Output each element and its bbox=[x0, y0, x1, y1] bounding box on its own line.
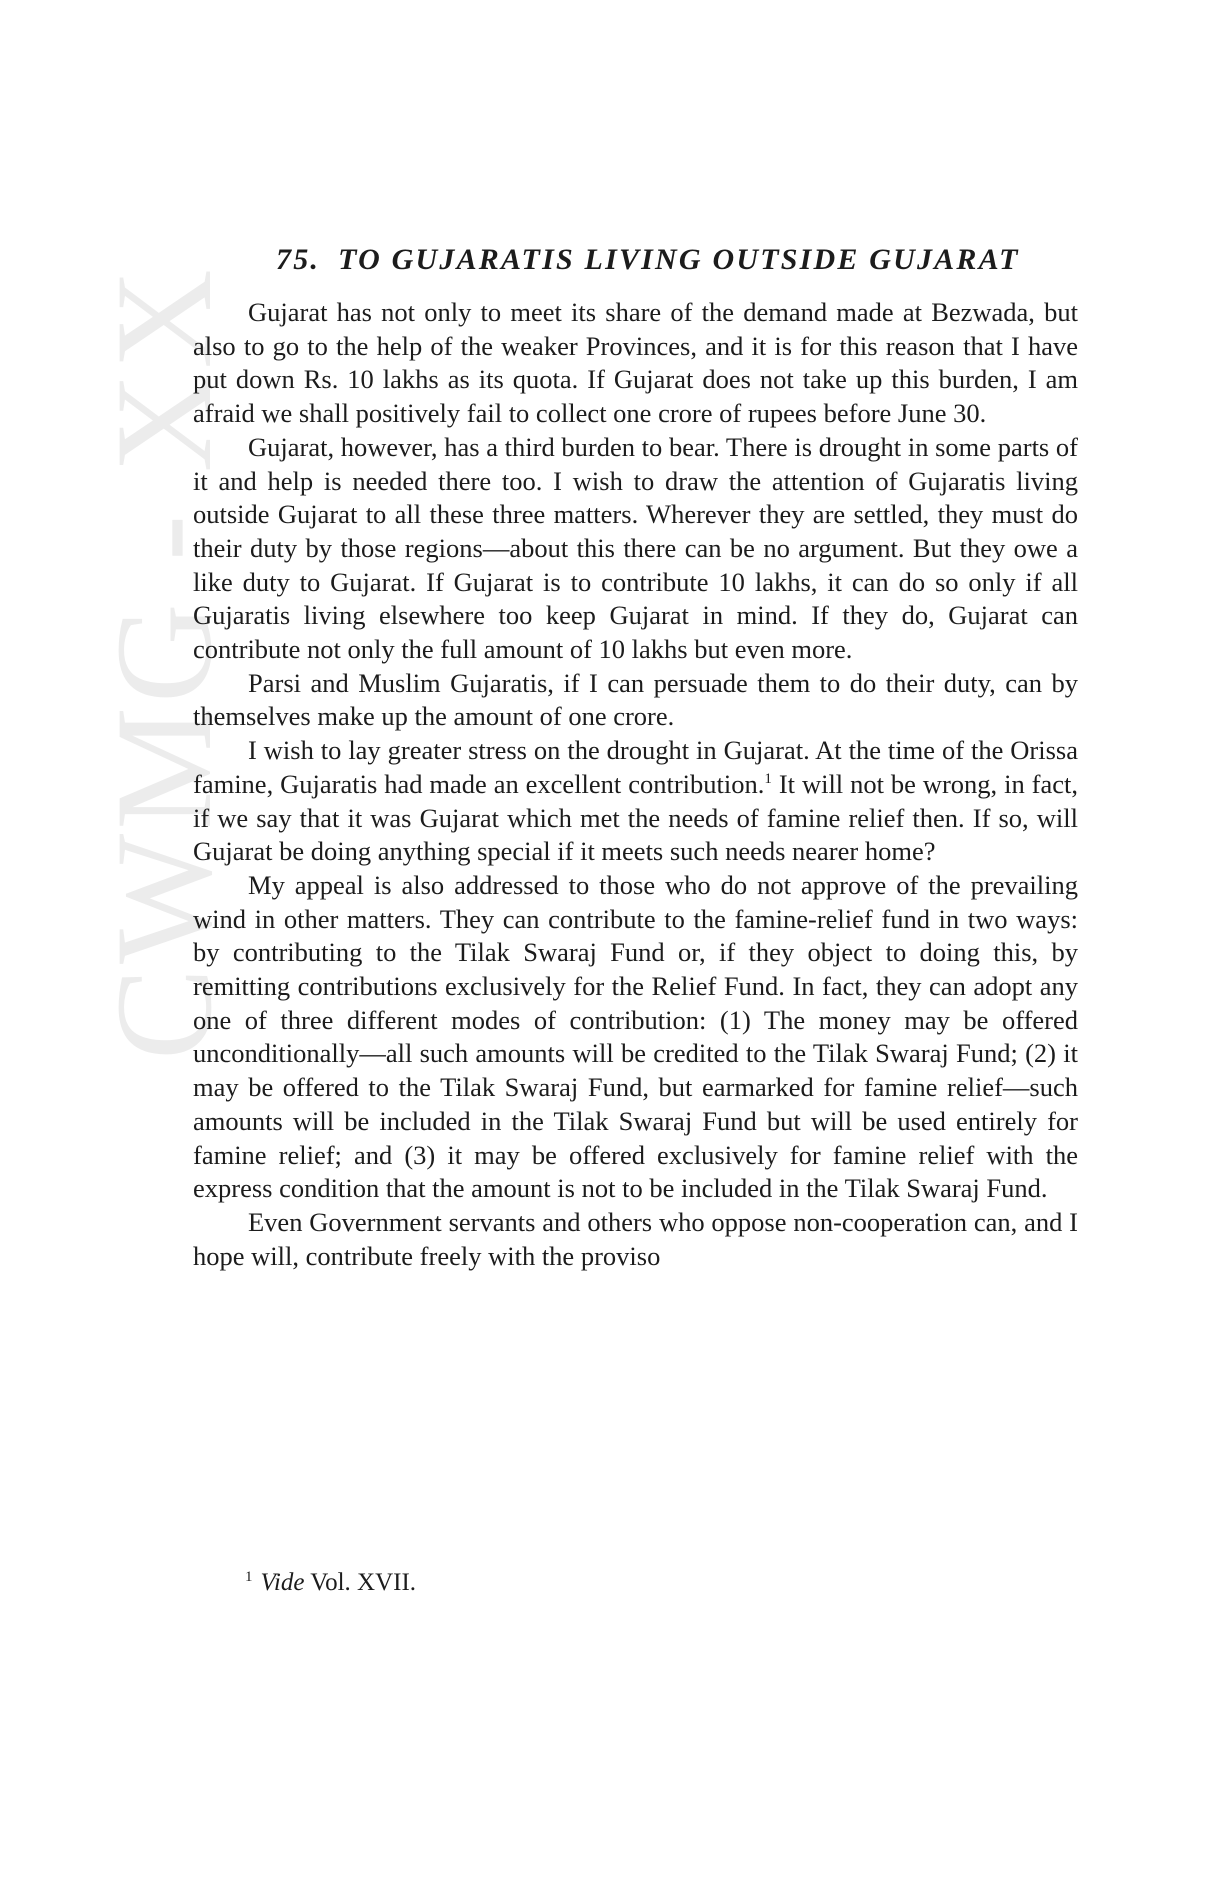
cwmg-watermark: CWMG - XX bbox=[87, 265, 240, 1060]
paragraph-2: Gujarat, however, has a third burden to bear. There is drought in some parts of it and help is needed there too. I wish to draw the attention of Gujaratis living outside Gujarat to all these three matters. Wherever they are settled, they must do their duty by those regions—about this there can be no argument. But they owe a like duty to Gujarat. If Gujarat is to contribute 10 lakhs, it can do so only if all Gujaratis living elsewhere too keep Gujarat in mind. If they do, Gujarat can contribute not only the full amount of 10 lakhs but even more. bbox=[193, 431, 1078, 665]
footnote bbox=[245, 1567, 416, 1599]
footnote-text: Vol. XVII. bbox=[304, 1569, 417, 1596]
paragraph-4 bbox=[193, 734, 1078, 869]
footnote-vide: Vide bbox=[260, 1569, 305, 1596]
paragraph-4-text-before: I wish to lay greater stress on the drought in Gujarat. At the time of the Orissa famine, Gujaratis had made an excellent contribution. bbox=[193, 735, 1078, 799]
footnote-reference[interactable]: 1 bbox=[764, 770, 772, 787]
paragraph-5: My appeal is also addressed to those who do not approve of the prevailing wind in other matters. They can contribute to the famine-relief fund in two ways: by contributing to the Tilak Swaraj Fund or, if they object to doing this, by remitting contributions exclusively for the Relief Fund. In fact, they can adopt any one of three different modes of contribution: (1) The money may be offered unconditionally—all such amounts will be credited to the Tilak Swaraj Fund; (2) it may be offered to the Tilak Swaraj Fund, but earmarked for famine relief—such amounts will be included in the Tilak Swaraj Fund but will be used entirely for famine relief; and (3) it may be offered exclusively for famine relief with the express condition that the amount is not to be included in the Tilak Swaraj Fund. bbox=[193, 869, 1078, 1204]
paragraph-4-text-after: It will not be wrong, in fact, if we say that it was Gujarat which met the needs of famine relief then. If so, will Gujarat be doing anything special if it meets such needs nearer home? bbox=[193, 768, 1078, 867]
footnote-marker: 1 bbox=[245, 1569, 253, 1585]
article-title bbox=[193, 240, 1078, 280]
article-heading: TO GUJARATIS LIVING OUTSIDE GUJARAT bbox=[338, 243, 1020, 276]
paragraph-6: Even Government servants and others who oppose non-cooperation can, and I hope will, contribute freely with the proviso bbox=[193, 1206, 1078, 1271]
paragraph-3: Parsi and Muslim Gujaratis, if I can persuade them to do their duty, can by themselves make up the amount of one crore. bbox=[193, 667, 1078, 732]
article-number: 75. bbox=[276, 243, 321, 276]
document-page bbox=[193, 240, 1078, 1273]
paragraph-1: Gujarat has not only to meet its share of the demand made at Bezwada, but also to go to the help of the weaker Provinces, and it is for this reason that I have put down Rs. 10 lakhs as its quota. If Gujarat does not take up this burden, I am afraid we shall positively fail to collect one crore of rupees before June 30. bbox=[193, 297, 1078, 429]
